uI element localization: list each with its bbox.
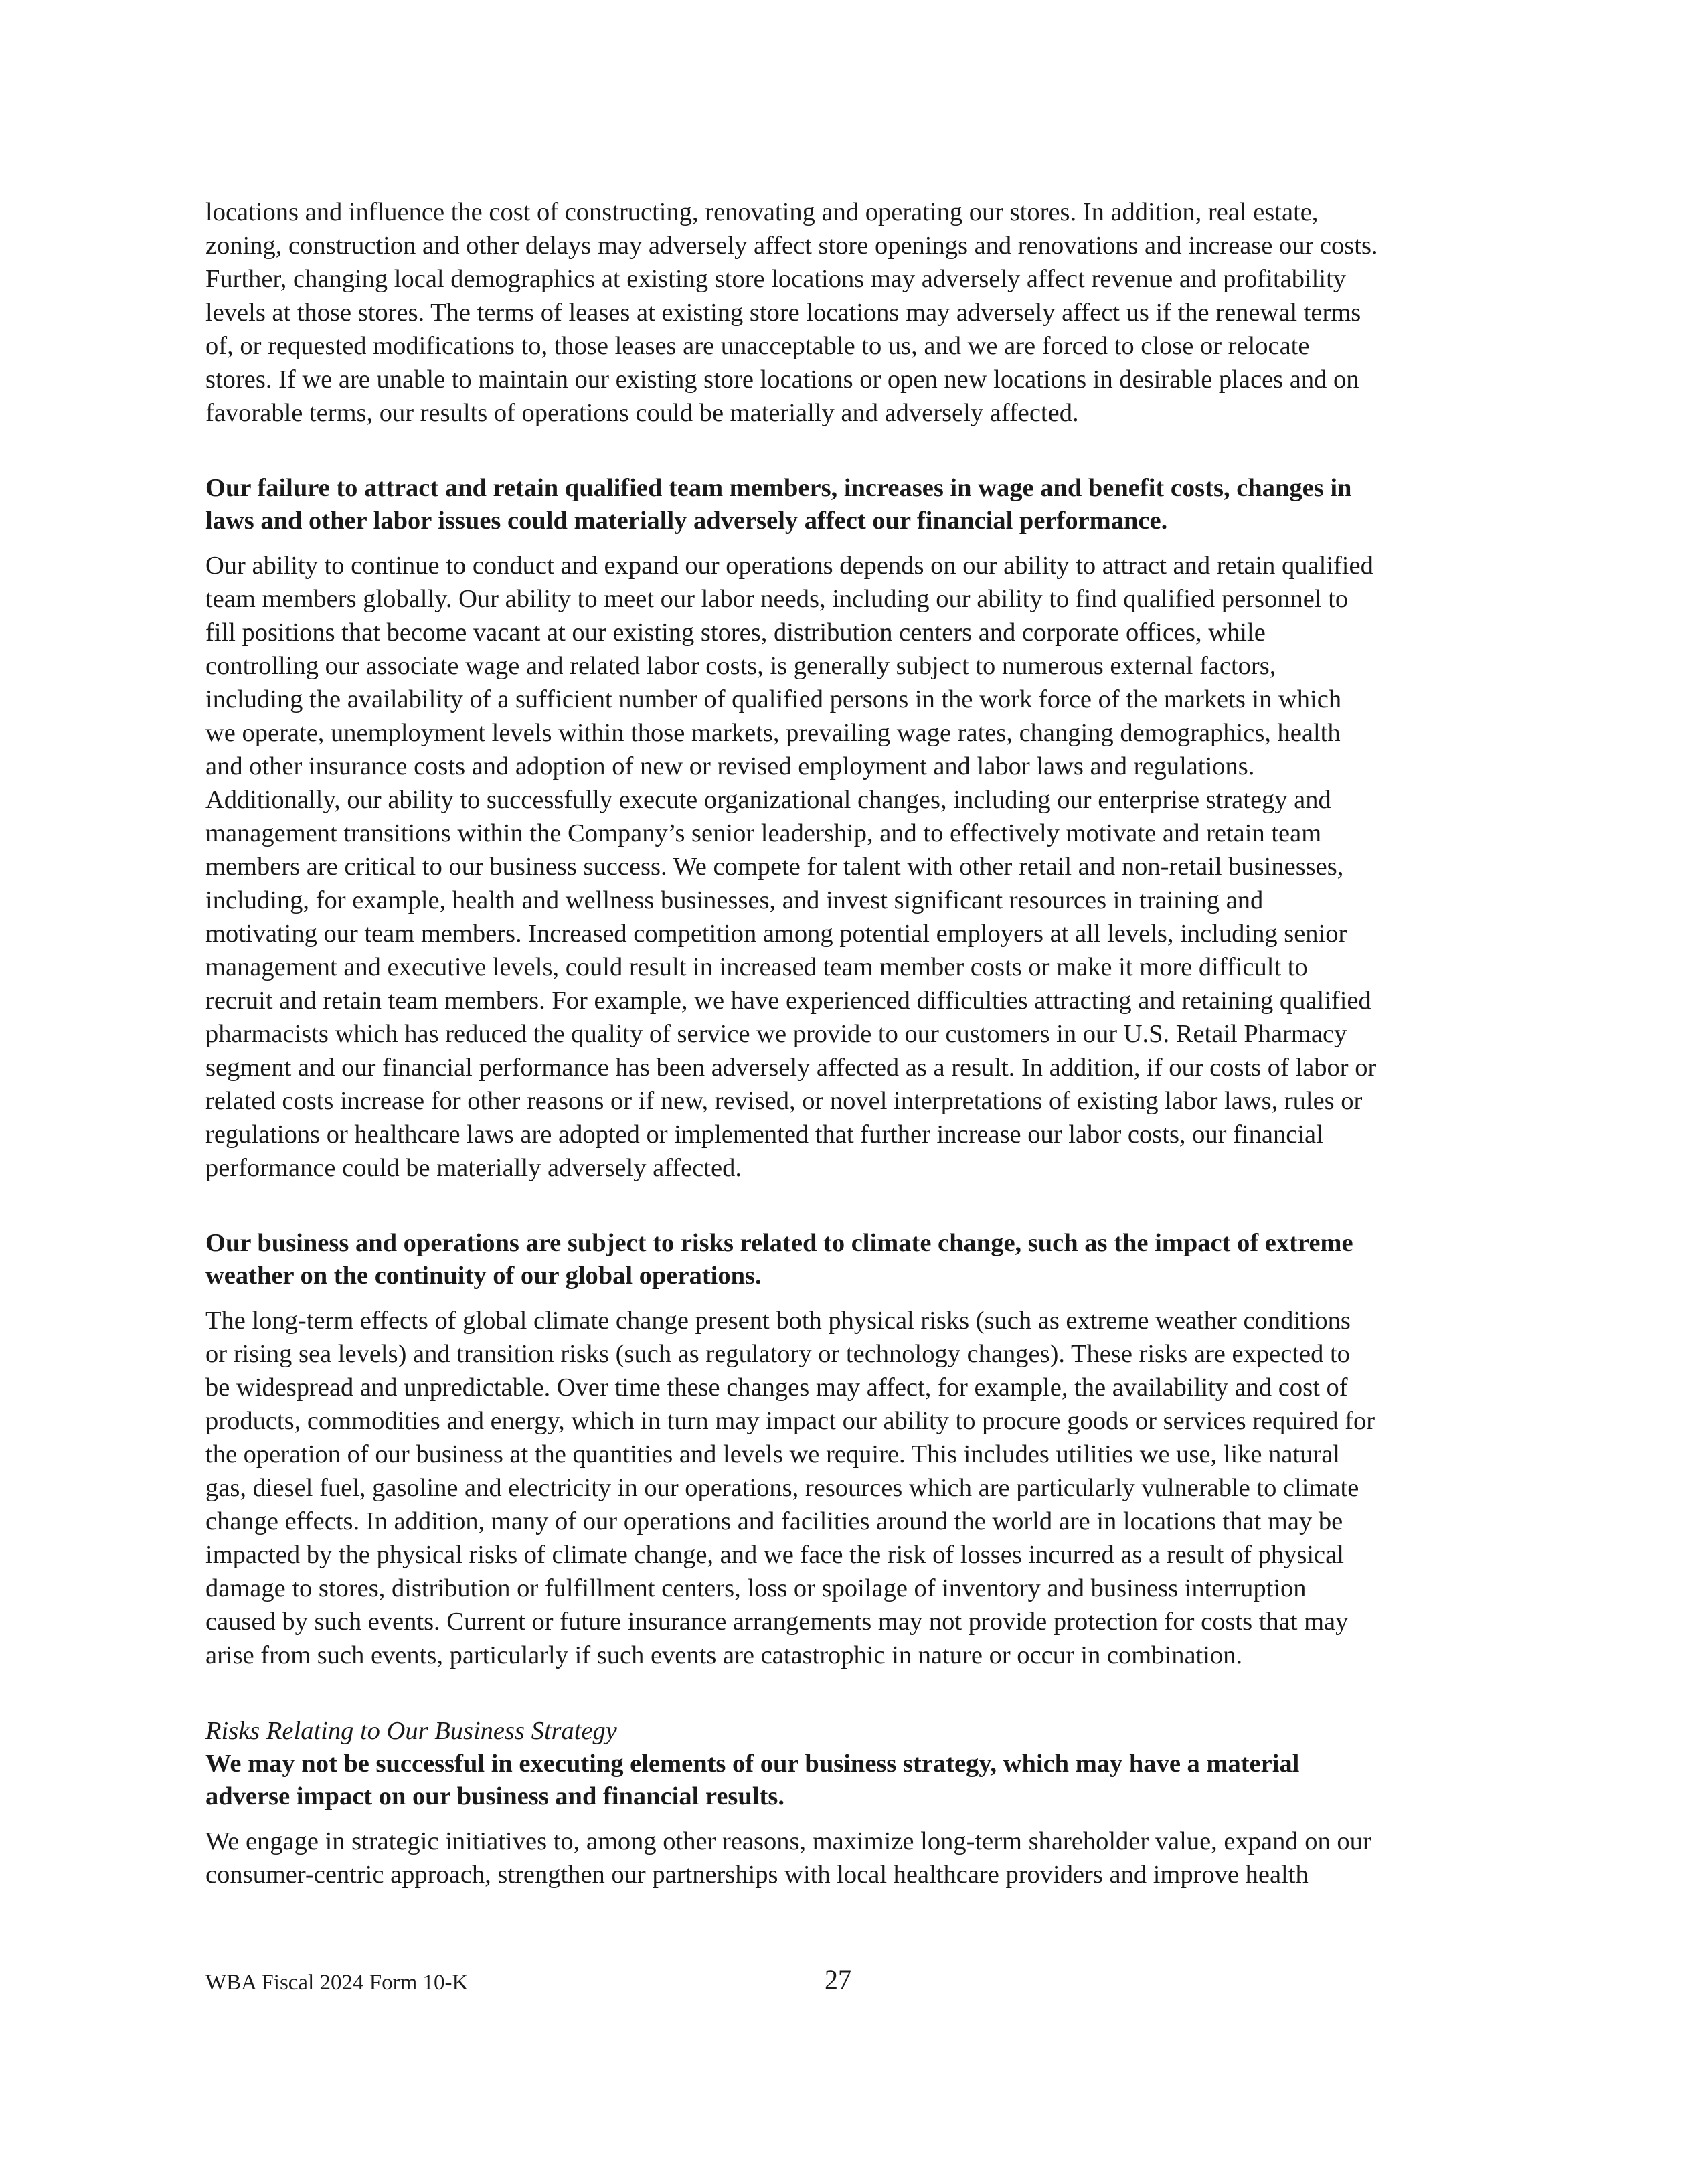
subheading-business-strategy: Risks Relating to Our Business Strategy — [205, 1717, 617, 1745]
text-line: zoning, construction and other delays may adversely affect store openings and renovations and increase our costs. — [205, 232, 1378, 260]
text-line: stores. If we are unable to maintain our existing store locations or open new locations in desirable places and on — [205, 365, 1359, 394]
page-number: 27 — [825, 1964, 851, 1995]
text-line: management and executive levels, could result in increased team member costs or make it more difficult to — [205, 953, 1308, 981]
heading-climate-risk — [205, 1227, 1491, 1292]
text-line: impacted by the physical risks of climate change, and we face the risk of losses incurred as a result of physical — [205, 1541, 1344, 1569]
text-line: Further, changing local demographics at existing store locations may adversely affect revenue and profitability — [205, 265, 1347, 293]
text-line: favorable terms, our results of operations could be materially and adversely affected. — [205, 399, 1079, 427]
text-line: pharmacists which has reduced the quality of service we provide to our customers in our U.S. Retail Pharmacy — [205, 1020, 1347, 1048]
text-line: damage to stores, distribution or fulfillment centers, loss or spoilage of inventory and business interruption — [205, 1574, 1307, 1602]
text-line: products, commodities and energy, which in turn may impact our ability to procure goods or services required for — [205, 1407, 1375, 1435]
heading-line: weather on the continuity of our global operations. — [205, 1262, 762, 1290]
heading-line: Our business and operations are subject to risks related to climate change, such as the impact of extreme — [205, 1229, 1353, 1257]
text-line: and other insurance costs and adoption of new or revised employment and labor laws and regulations. — [205, 752, 1255, 780]
text-line: fill positions that become vacant at our existing stores, distribution centers and corporate offices, while — [205, 618, 1266, 647]
footer-document-label: WBA Fiscal 2024 Form 10-K — [205, 1970, 469, 1995]
text-line: segment and our financial performance has been adversely affected as a result. In addition, if our costs of labor or — [205, 1054, 1377, 1082]
text-line: or rising sea levels) and transition risks (such as regulatory or technology changes). These risks are expected to — [205, 1340, 1350, 1368]
text-line: recruit and retain team members. For example, we have experienced difficulties attracting and retaining qualified — [205, 987, 1371, 1015]
text-line: performance could be materially adversely affected. — [205, 1154, 742, 1182]
text-line: be widespread and unpredictable. Over time these changes may affect, for example, the availability and cost of — [205, 1373, 1348, 1402]
paragraph-store-locations — [205, 195, 1491, 430]
text-line: We engage in strategic initiatives to, among other reasons, maximize long-term shareholder value, expand on our — [205, 1827, 1371, 1855]
text-line: we operate, unemployment levels within those markets, prevailing wage rates, changing demographics, health — [205, 719, 1341, 747]
text-line: motivating our team members. Increased competition among potential employers at all levels, including senior — [205, 920, 1347, 948]
text-line: Additionally, our ability to successfully execute organizational changes, including our enterprise strategy and — [205, 786, 1331, 814]
heading-line: We may not be successful in executing elements of our business strategy, which may have a material — [205, 1750, 1300, 1778]
text-line: levels at those stores. The terms of leases at existing store locations may adversely affect us if the renewal terms — [205, 299, 1361, 327]
text-line: controlling our associate wage and related labor costs, is generally subject to numerous external factors, — [205, 652, 1276, 680]
heading-line: laws and other labor issues could materially adversely affect our financial performance. — [205, 507, 1168, 535]
text-line: Our ability to continue to conduct and expand our operations depends on our ability to attract and retain qualified — [205, 552, 1373, 580]
text-line: of, or requested modifications to, those leases are unacceptable to us, and we are forced to close or relocate — [205, 332, 1310, 360]
paragraph-team-members — [205, 549, 1491, 1185]
text-line: the operation of our business at the quantities and levels we require. This includes utilities we use, like natural — [205, 1440, 1340, 1468]
text-line: locations and influence the cost of constructing, renovating and operating our stores. In addition, real estate, — [205, 198, 1319, 226]
text-line: consumer-centric approach, strengthen our partnerships with local healthcare providers and improve health — [205, 1861, 1309, 1889]
text-line: change effects. In addition, many of our operations and facilities around the world are in locations that may be — [205, 1507, 1343, 1535]
text-line: The long-term effects of global climate change present both physical risks (such as extreme weather conditions — [205, 1307, 1351, 1335]
heading-line: adverse impact on our business and financial results. — [205, 1782, 784, 1811]
text-line: regulations or healthcare laws are adopted or implemented that further increase our labor costs, our financial — [205, 1120, 1323, 1149]
text-line: team members globally. Our ability to meet our labor needs, including our ability to find qualified personnel to — [205, 585, 1349, 613]
text-line: related costs increase for other reasons or if new, revised, or novel interpretations of existing labor laws, rules or — [205, 1087, 1363, 1115]
heading-line: Our failure to attract and retain qualified team members, increases in wage and benefit costs, changes in — [205, 474, 1352, 502]
text-line: including, for example, health and wellness businesses, and invest significant resources in training and — [205, 886, 1264, 914]
text-line: arise from such events, particularly if such events are catastrophic in nature or occur in combination. — [205, 1641, 1243, 1669]
text-line: gas, diesel fuel, gasoline and electricity in our operations, resources which are particularly vulnerable to climate — [205, 1474, 1359, 1502]
paragraph-strategic-initiatives — [205, 1825, 1491, 1892]
document-page — [205, 195, 1491, 1892]
heading-business-strategy-risk — [205, 1748, 1491, 1813]
heading-team-members-risk — [205, 472, 1491, 537]
text-line: caused by such events. Current or future insurance arrangements may not provide protection for costs that may — [205, 1608, 1349, 1636]
text-line: management transitions within the Company’s senior leadership, and to effectively motivate and retain team — [205, 819, 1322, 847]
text-line: including the availability of a sufficient number of qualified persons in the work force of the markets in which — [205, 685, 1342, 713]
paragraph-climate-change — [205, 1304, 1491, 1672]
text-line: members are critical to our business success. We compete for talent with other retail and non-retail businesses, — [205, 853, 1344, 881]
